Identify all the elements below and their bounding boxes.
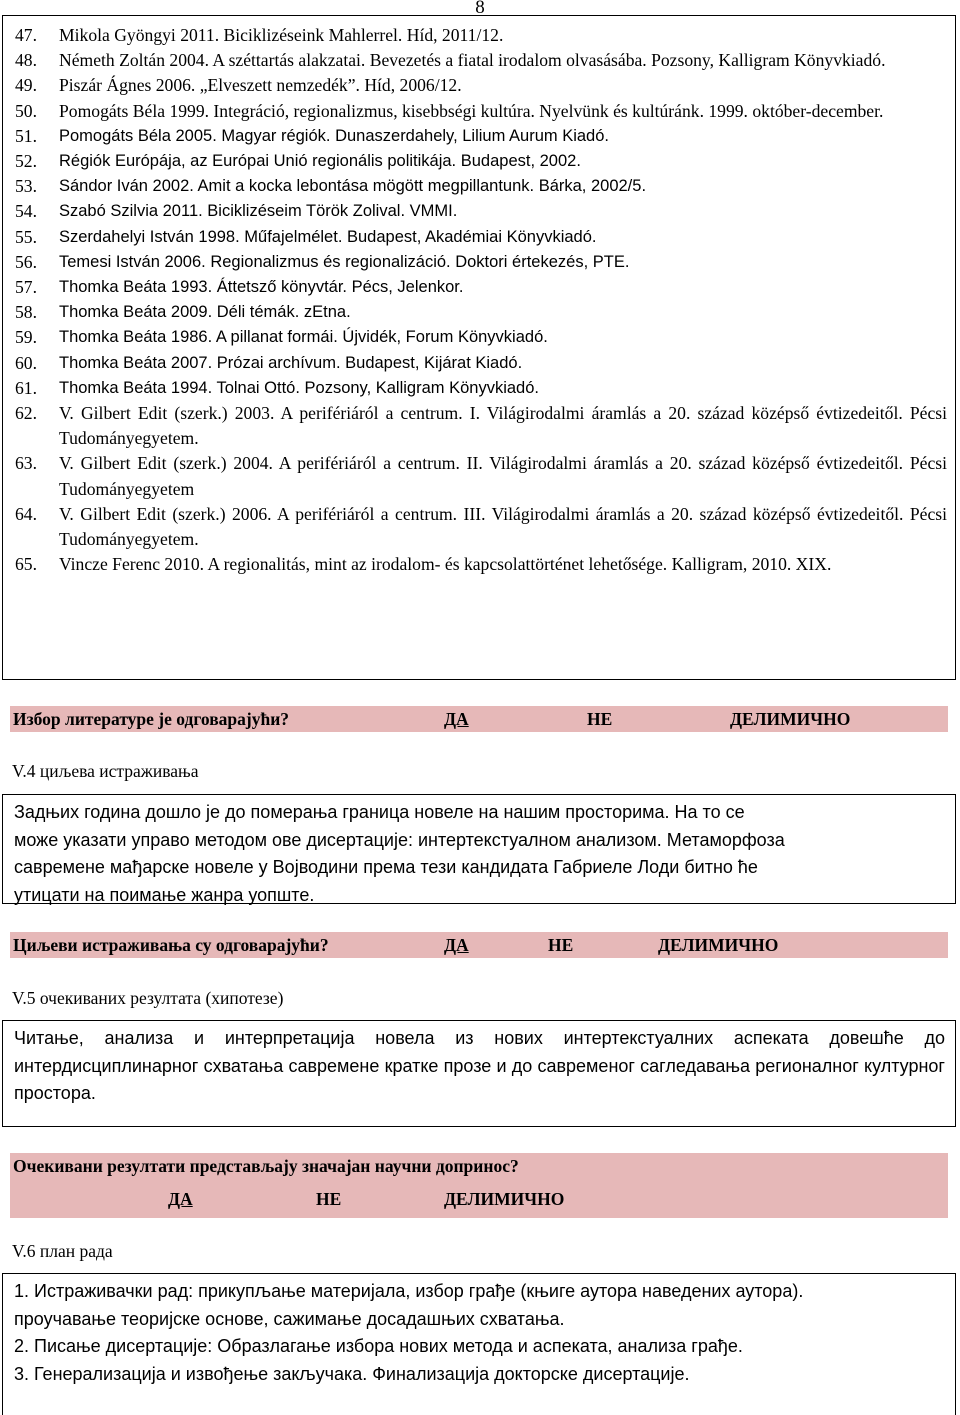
literature-question: Избор литературе је одговарајући? bbox=[13, 709, 290, 729]
reference-number: 54. bbox=[15, 201, 37, 222]
reference-item bbox=[15, 451, 947, 501]
section-v4-line: утицати на поимање жанра уопште. bbox=[14, 884, 315, 905]
section-v6-box bbox=[2, 1273, 956, 1415]
reference-text: Thomka Beáta 1993. Áttetsző könyvtár. Pécs, Jelenkor. bbox=[59, 278, 464, 297]
reference-number: 47. bbox=[15, 25, 37, 45]
section-v6-heading: V.6 план рада bbox=[12, 1241, 113, 1261]
reference-list bbox=[15, 23, 947, 577]
section-v5-heading: V.5 очекиваних резултата (хипотезе) bbox=[12, 988, 284, 1008]
reference-item bbox=[15, 401, 947, 451]
reference-item bbox=[15, 149, 947, 174]
plan-item-3: 3. Генерализација и извођење закључака. Финализација докторске дисертације. bbox=[14, 1363, 690, 1384]
section-v4-heading: V.4 циљева истраживања bbox=[12, 761, 199, 781]
reference-item bbox=[15, 376, 947, 401]
plan-item-1: 1. Истраживачки рад: прикупљање материјала, избор грађе (књиге аутора наведених аутора). bbox=[14, 1281, 804, 1301]
section-v4-line: савремене мађарске новеле у Војводини према тези кандидата Габриеле Лоди битно ће bbox=[14, 857, 758, 877]
reference-number: 63. bbox=[15, 453, 37, 474]
page-number: 8 bbox=[475, 0, 485, 18]
reference-text: Pomogáts Béla 2005. Magyar régiók. Dunaszerdahely, Lilium Aurum Kiadó. bbox=[59, 126, 609, 145]
goals-option-no[interactable]: НЕ bbox=[548, 935, 574, 955]
literature-option-partial[interactable]: ДЕЛИМИЧНО bbox=[730, 709, 851, 729]
section-v5-box bbox=[2, 1020, 956, 1127]
reference-item bbox=[15, 325, 947, 350]
goals-question: Циљеви истраживања су одговарајући? bbox=[13, 935, 329, 955]
reference-text: V. Gilbert Edit (szerk.) 2004. A perifériáról a centrum. II. Világirodalmi áramlás a 20. század középső évtizedeitől. Pécsi Tudományegyetem bbox=[59, 453, 947, 499]
reference-text: Németh Zoltán 2004. A széttartás alakzatai. Bevezetés a fiatal irodalom olvasásába. Pozsony, Kalligram Könyvkiadó. bbox=[59, 50, 886, 71]
literature-question-bar bbox=[10, 706, 948, 732]
reference-number: 56. bbox=[15, 251, 37, 272]
results-question-bar bbox=[10, 1153, 948, 1218]
reference-item bbox=[15, 502, 947, 552]
reference-item bbox=[15, 250, 947, 275]
reference-number: 52. bbox=[15, 151, 37, 172]
results-option-no[interactable]: НЕ bbox=[316, 1189, 342, 1209]
section-v5-text: Читање, анализа и интерпретација новела из нових интертекстуалних аспеката довешће до интердисциплинарног схватања савремене кратке прозе и до савременог сагледавања регионалног културног простора. bbox=[14, 1028, 945, 1103]
results-option-yes[interactable]: ДА bbox=[168, 1189, 193, 1209]
reference-text: Szerdahelyi István 1998. Műfajelmélet. Budapest, Akadémiai Könyvkiadó. bbox=[59, 227, 597, 246]
reference-text: Vincze Ferenc 2010. A regionalitás, mint az irodalom- és kapcsolattörténet lehetősége. Kalligram, 2010. XIX. bbox=[59, 554, 832, 575]
reference-text: Sándor Iván 2002. Amit a kocka lebontása mögött megpillantunk. Bárka, 2002/5. bbox=[59, 177, 647, 196]
reference-number: 53. bbox=[15, 176, 37, 197]
reference-number: 49. bbox=[15, 75, 37, 96]
reference-text: Thomka Beáta 1986. A pillanat formái. Újvidék, Forum Könyvkiadó. bbox=[59, 328, 548, 347]
reference-number: 61. bbox=[15, 377, 37, 398]
plan-item-2: 2. Писање дисертације: Образлагање избора нових метода и аспеката, анализа грађе. bbox=[14, 1336, 743, 1356]
reference-item bbox=[15, 23, 947, 48]
reference-text: Pomogáts Béla 1999. Integráció, regionalizmus, kisebbségi kultúra. Nyelvünk és kultúránk. 1999. október-december. bbox=[59, 100, 884, 121]
reference-text: Piszár Ágnes 2006. „Elveszett nemzedék”. Híd, 2006/12. bbox=[59, 75, 462, 96]
reference-number: 58. bbox=[15, 302, 37, 323]
literature-option-no[interactable]: НЕ bbox=[587, 709, 613, 729]
goals-question-bar bbox=[10, 932, 948, 958]
results-option-partial[interactable]: ДЕЛИМИЧНО bbox=[444, 1189, 565, 1209]
reference-item bbox=[15, 48, 947, 73]
reference-text: V. Gilbert Edit (szerk.) 2003. A perifériáról a centrum. I. Világirodalmi áramlás a 20. század középső évtizedeitől. Pécsi Tudományegyetem. bbox=[59, 403, 947, 449]
reference-item bbox=[15, 300, 947, 325]
reference-item bbox=[15, 552, 947, 577]
reference-text: Régiók Európája, az Európai Unió regionális politikája. Budapest, 2002. bbox=[59, 152, 581, 171]
reference-item bbox=[15, 225, 947, 250]
results-question: Очекивани резултати представљају значајан научни допринос? bbox=[13, 1156, 519, 1176]
reference-item bbox=[15, 199, 947, 224]
section-v4-line: Задњих година дошло је до померања граница новеле на нашим просторима. На то се bbox=[14, 802, 745, 822]
reference-item bbox=[15, 99, 947, 124]
references-box bbox=[2, 15, 956, 680]
reference-number: 57. bbox=[15, 277, 37, 298]
reference-number: 48. bbox=[15, 50, 37, 71]
plan-item-1b: проучавање теоријске основе, сажимање досадашњих схватања. bbox=[14, 1308, 565, 1329]
reference-text: Temesi István 2006. Regionalizmus és regionalizáció. Doktori értekezés, PTE. bbox=[59, 252, 630, 271]
reference-item bbox=[15, 174, 947, 199]
reference-number: 60. bbox=[15, 352, 37, 373]
goals-option-yes[interactable]: ДА bbox=[444, 935, 469, 955]
reference-item bbox=[15, 73, 947, 98]
reference-item bbox=[15, 351, 947, 376]
reference-number: 50. bbox=[15, 100, 37, 121]
literature-option-yes[interactable]: ДА bbox=[444, 709, 469, 729]
section-v4-box bbox=[2, 794, 956, 904]
reference-text: Thomka Beáta 2009. Déli témák. zEtna. bbox=[59, 303, 351, 322]
reference-text: Thomka Beáta 1994. Tolnai Ottó. Pozsony, Kalligram Könyvkiadó. bbox=[59, 378, 539, 397]
reference-text: Thomka Beáta 2007. Prózai archívum. Budapest, Kijárat Kiadó. bbox=[59, 353, 523, 372]
reference-text: Mikola Gyöngyi 2011. Biciklizéseink Mahlerrel. Híd, 2011/12. bbox=[59, 25, 504, 45]
reference-text: Szabó Szilvia 2011. Biciklizéseim Török Zolival. VMMI. bbox=[59, 202, 458, 221]
reference-number: 64. bbox=[15, 503, 37, 524]
reference-number: 59. bbox=[15, 327, 37, 348]
reference-number: 51. bbox=[15, 125, 37, 146]
section-v4-line: може указати управо методом ове дисертације: интертекстуалном анализом. Метаморфоза bbox=[14, 829, 785, 850]
reference-item bbox=[15, 124, 947, 149]
reference-text: V. Gilbert Edit (szerk.) 2006. A perifériáról a centrum. III. Világirodalmi áramlás a 20. század középső évtizedeitől. Pécsi Tudományegyetem. bbox=[59, 503, 947, 550]
reference-number: 55. bbox=[15, 226, 37, 247]
reference-number: 62. bbox=[15, 403, 37, 424]
goals-option-partial[interactable]: ДЕЛИМИЧНО bbox=[658, 935, 779, 955]
reference-item bbox=[15, 275, 947, 300]
reference-number: 65. bbox=[15, 554, 37, 575]
